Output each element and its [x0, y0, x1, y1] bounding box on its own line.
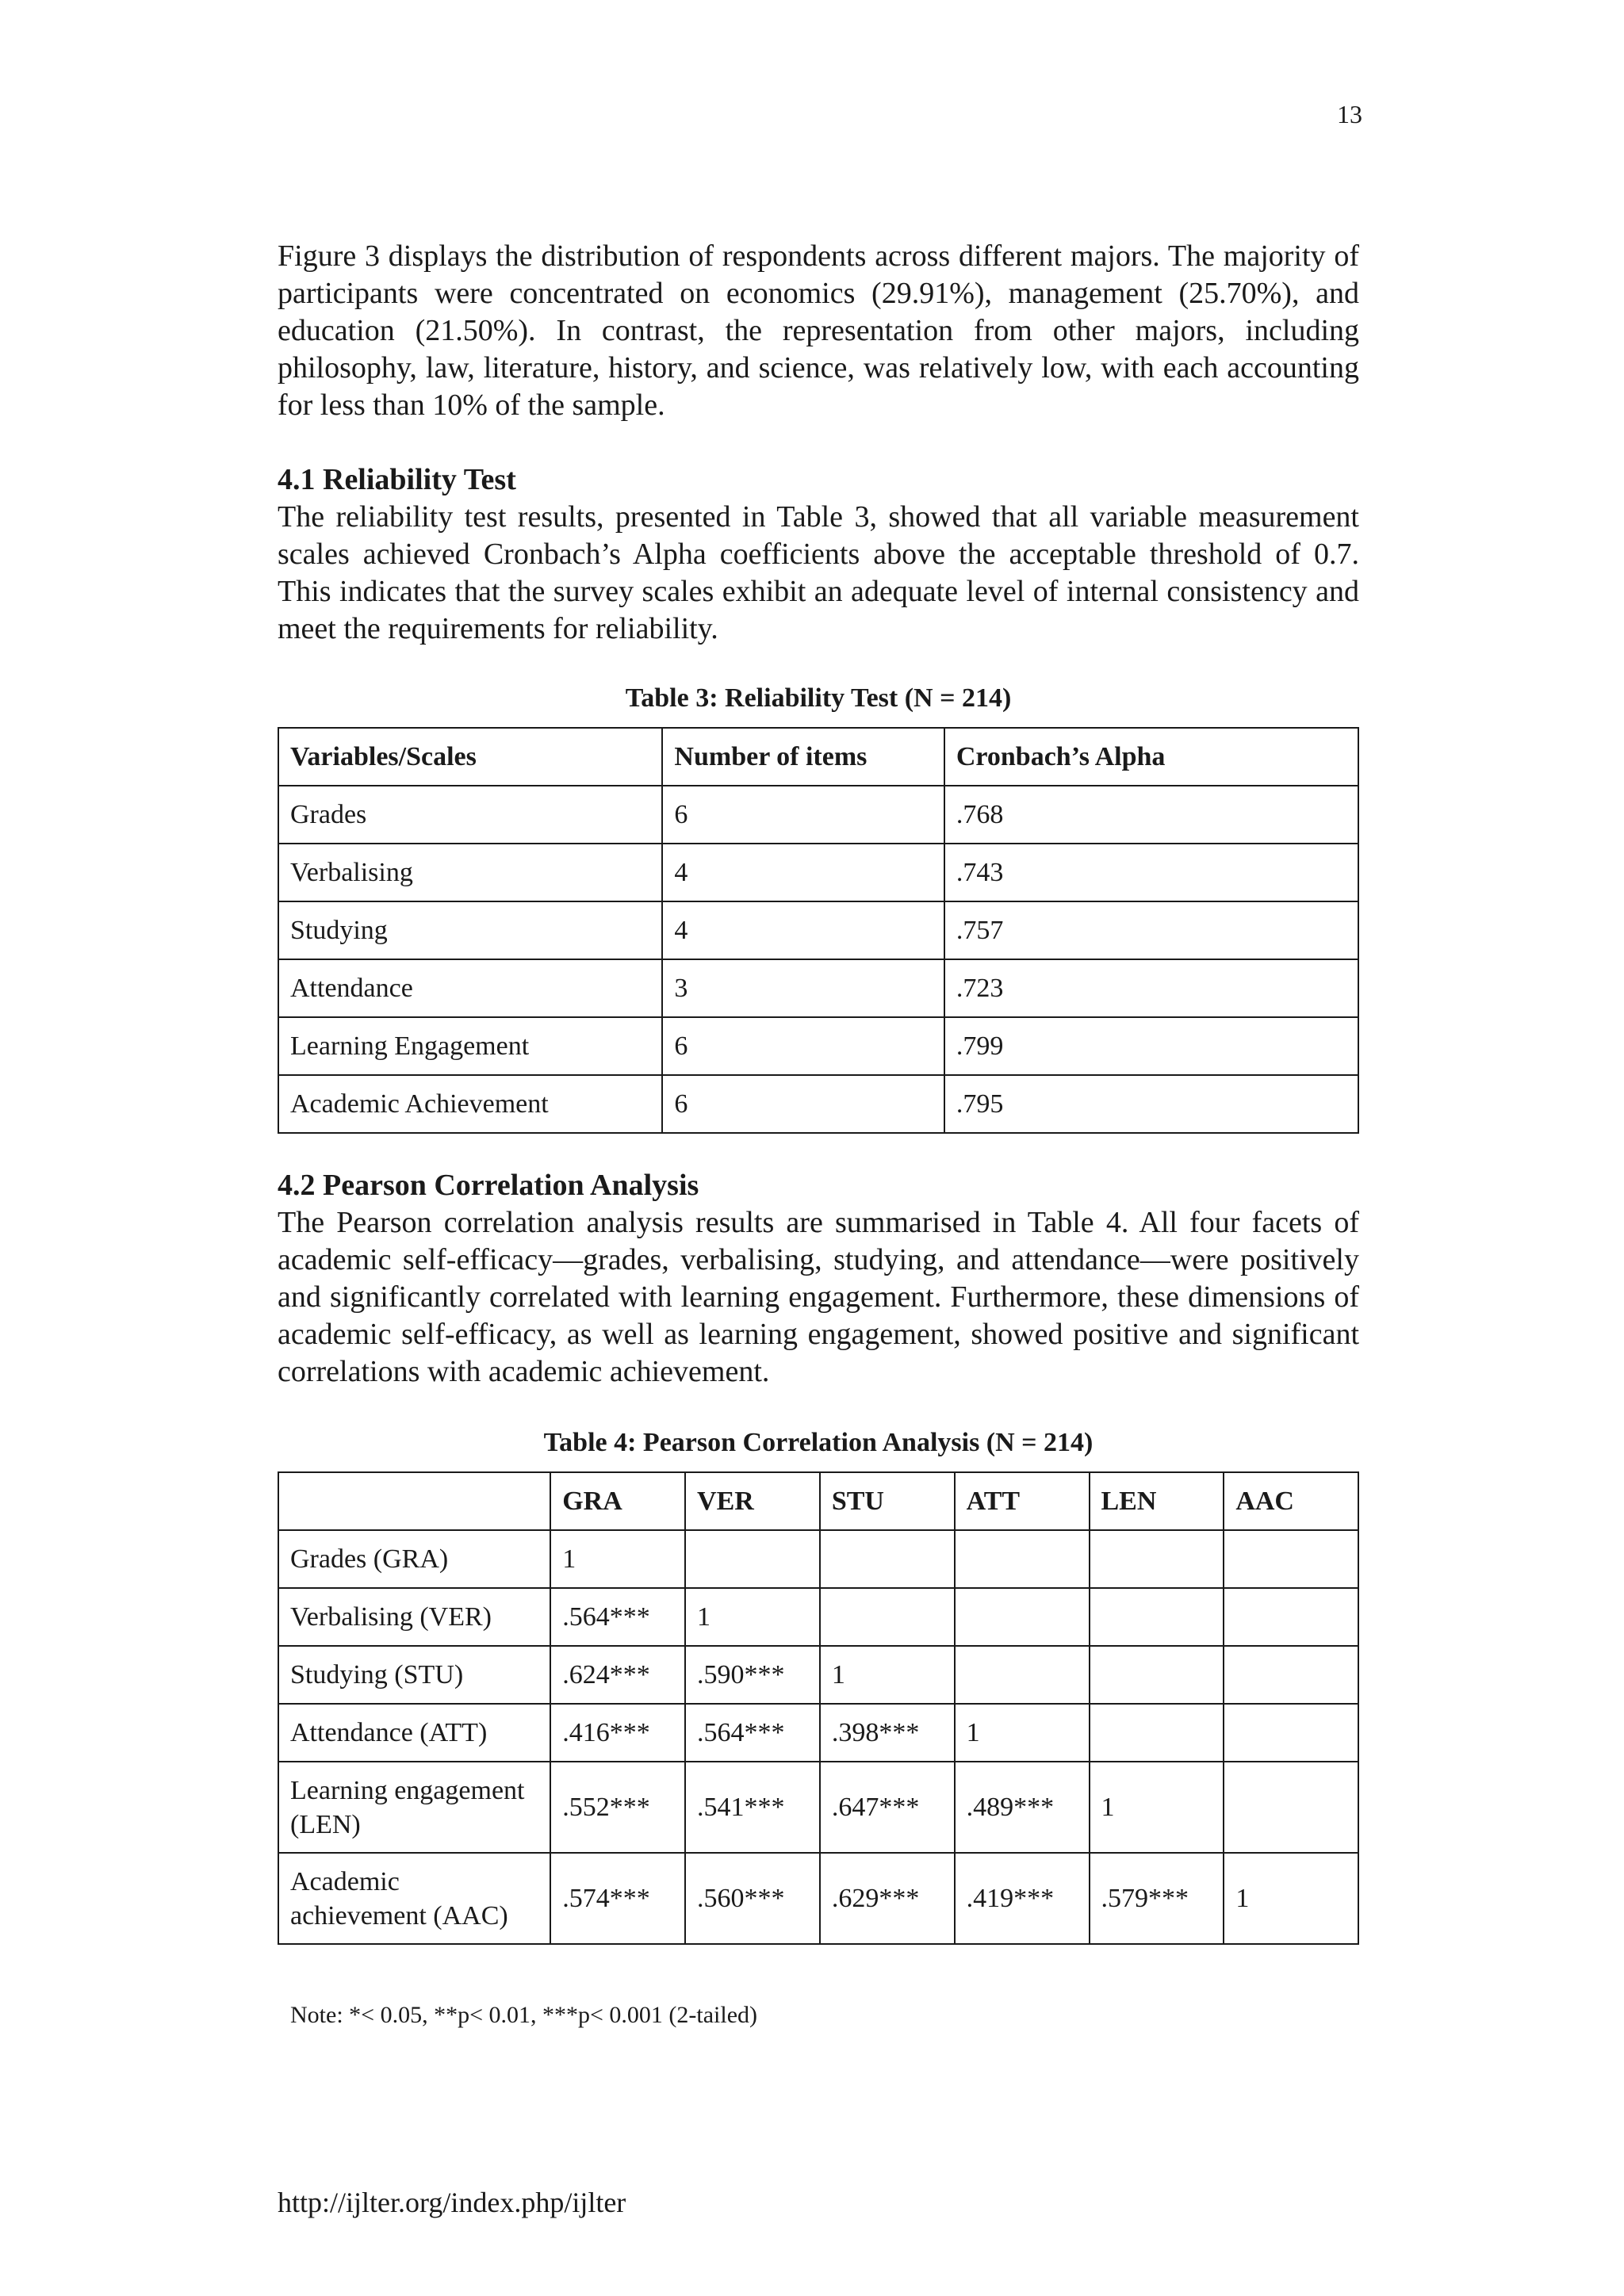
table4-cell [1224, 1530, 1358, 1588]
table4-cell: 1 [955, 1704, 1090, 1762]
table4-row [278, 1704, 1358, 1762]
table3-cell: Learning Engagement [278, 1017, 662, 1075]
table4-cell: 1 [550, 1530, 685, 1588]
table4-row [278, 1853, 1358, 1944]
table3-cell: 6 [662, 1075, 944, 1133]
table4-header-cell: ATT [955, 1472, 1090, 1530]
table3-header-row [278, 728, 1358, 786]
table4-cell: Studying (STU) [278, 1646, 550, 1704]
table4-cell: 1 [1224, 1853, 1358, 1944]
table3-header-cell: Cronbach’s Alpha [944, 728, 1358, 786]
table4-cell: .398*** [820, 1704, 955, 1762]
table4-cell [1224, 1646, 1358, 1704]
table3-cell: 4 [662, 901, 944, 959]
table4-row [278, 1646, 1358, 1704]
table4-cell: 1 [685, 1588, 820, 1646]
table3-caption: Table 3: Reliability Test (N = 214) [625, 683, 1012, 713]
table3-cell: .768 [944, 786, 1358, 844]
table4-cell: .416*** [550, 1704, 685, 1762]
table4-cell: Attendance (ATT) [278, 1704, 550, 1762]
intro-paragraph: Figure 3 displays the distribution of respondents across different majors. The majority of participants were concentrated on economics (29.91%), management (25.70%), and education (21.50%). In contrast, the representation from other majors, including philosophy, law, literature, history, and science, was relatively low, with each accounting for less than 10% of the sample. [278, 239, 1359, 422]
table3-cell: Grades [278, 786, 662, 844]
table4-cell: .579*** [1090, 1853, 1224, 1944]
table4-cell: Grades (GRA) [278, 1530, 550, 1588]
table4-cell [955, 1588, 1090, 1646]
table4-cell: .574*** [550, 1853, 685, 1944]
table3-cell: .799 [944, 1017, 1358, 1075]
table3-cell: 4 [662, 844, 944, 901]
table3-cell: .743 [944, 844, 1358, 901]
pearson-paragraph: The Pearson correlation analysis results are summarised in Table 4. All four facets of academic self-efficacy—grades, verbalising, studying, and attendance—were positively and significantly correlated with learning engagement. Furthermore, these dimensions of academic self-efficacy, as well as learning engagement, showed positive and significant correlations with academic achievement. [278, 1206, 1359, 1388]
table4-header-cell: LEN [1090, 1472, 1224, 1530]
table4-header-cell: AAC [1224, 1472, 1358, 1530]
table4-cell [685, 1530, 820, 1588]
table4-cell: Learning engagement (LEN) [278, 1762, 550, 1853]
table4-cell: .419*** [955, 1853, 1090, 1944]
reliability-table [278, 727, 1359, 1134]
table4-cell: .564*** [685, 1704, 820, 1762]
table4-cell [820, 1588, 955, 1646]
table4-cell: .552*** [550, 1762, 685, 1853]
table-note: Note: *< 0.05, **p< 0.01, ***p< 0.001 (2-tailed) [290, 2002, 758, 2028]
table3-row [278, 901, 1358, 959]
table4-caption: Table 4: Pearson Correlation Analysis (N = 214) [543, 1428, 1094, 1457]
table4-cell: .647*** [820, 1762, 955, 1853]
table4-cell: Verbalising (VER) [278, 1588, 550, 1646]
table3-row [278, 959, 1358, 1017]
table4-cell: .489*** [955, 1762, 1090, 1853]
table3-cell: Verbalising [278, 844, 662, 901]
table3-cell: Academic Achievement [278, 1075, 662, 1133]
table4-cell [1224, 1762, 1358, 1853]
page-number: 13 [1337, 100, 1362, 128]
table3-row [278, 844, 1358, 901]
table3-header-cell: Variables/Scales [278, 728, 662, 786]
table4-header-cell [278, 1472, 550, 1530]
reliability-paragraph: The reliability test results, presented in Table 3, showed that all variable measurement scales achieved Cronbach’s Alpha coefficients above the acceptable threshold of 0.7. This indicates that the survey scales exhibit an adequate level of internal consistency and meet the requirements for reliability. [278, 500, 1359, 645]
table4-header-cell: GRA [550, 1472, 685, 1530]
footer-url[interactable]: http://ijlter.org/index.php/ijlter [278, 2187, 626, 2218]
table4-row [278, 1588, 1358, 1646]
table4-cell [955, 1530, 1090, 1588]
table4-cell: Academic achievement (AAC) [278, 1853, 550, 1944]
table4-cell [1090, 1646, 1224, 1704]
table3-cell: 6 [662, 786, 944, 844]
table3-cell: .795 [944, 1075, 1358, 1133]
table4-cell [955, 1646, 1090, 1704]
table3-cell: Attendance [278, 959, 662, 1017]
table4-cell: .629*** [820, 1853, 955, 1944]
table4-cell [1224, 1704, 1358, 1762]
correlation-table [278, 1471, 1359, 1945]
table4-row [278, 1762, 1358, 1853]
table4-cell: .560*** [685, 1853, 820, 1944]
table4-cell: .624*** [550, 1646, 685, 1704]
table4-cell: .541*** [685, 1762, 820, 1853]
page-content [278, 238, 1359, 2029]
table4-row [278, 1530, 1358, 1588]
table3-cell: 3 [662, 959, 944, 1017]
table4-cell [1224, 1588, 1358, 1646]
table4-cell [820, 1530, 955, 1588]
table4-header-row [278, 1472, 1358, 1530]
table3-header-cell: Number of items [662, 728, 944, 786]
table3-row [278, 1075, 1358, 1133]
table4-header-cell: VER [685, 1472, 820, 1530]
table3-cell: .757 [944, 901, 1358, 959]
reliability-heading: 4.1 Reliability Test [278, 463, 516, 496]
table3-cell: Studying [278, 901, 662, 959]
table4-cell: .590*** [685, 1646, 820, 1704]
table3-row [278, 786, 1358, 844]
table3-cell: .723 [944, 959, 1358, 1017]
table4-cell [1090, 1704, 1224, 1762]
table3-row [278, 1017, 1358, 1075]
table4-cell [1090, 1530, 1224, 1588]
table4-cell: 1 [1090, 1762, 1224, 1853]
pearson-heading: 4.2 Pearson Correlation Analysis [278, 1169, 699, 1202]
table4-cell: 1 [820, 1646, 955, 1704]
table4-header-cell: STU [820, 1472, 955, 1530]
table4-cell: .564*** [550, 1588, 685, 1646]
table4-cell [1090, 1588, 1224, 1646]
table3-cell: 6 [662, 1017, 944, 1075]
